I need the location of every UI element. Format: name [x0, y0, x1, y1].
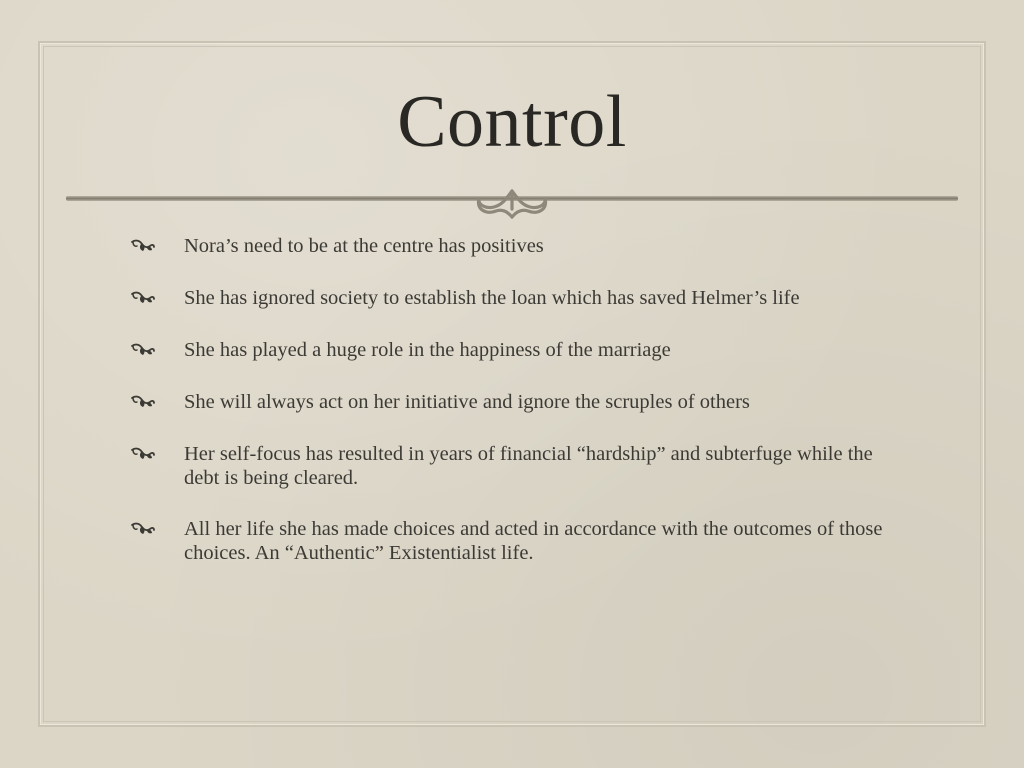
bullet-item	[130, 234, 900, 258]
bullet-text: She has played a huge role in the happiness of the marriage	[184, 339, 671, 361]
floral-heart-icon	[130, 340, 156, 360]
bullet-text: Her self-focus has resulted in years of financial “hardship” and subterfuge while the debt is being cleared.	[184, 443, 873, 489]
slide-title: Control	[397, 81, 627, 163]
bullet-list	[130, 234, 900, 565]
bullet-item	[130, 338, 900, 362]
bullet-item	[130, 286, 900, 310]
floral-heart-icon	[130, 444, 156, 464]
floral-heart-icon	[130, 236, 156, 256]
floral-heart-icon	[130, 288, 156, 308]
bullet-text: She will always act on her initiative and ignore the scruples of others	[184, 391, 750, 413]
bullet-text: She has ignored society to establish the loan which has saved Helmer’s life	[184, 287, 800, 309]
bullet-item	[130, 390, 900, 414]
scroll-ornament-icon	[478, 191, 545, 217]
floral-heart-icon	[130, 519, 156, 539]
bullet-item	[130, 517, 900, 565]
bullet-item	[130, 442, 900, 490]
bullet-text: All her life she has made choices and acted in accordance with the outcomes of those choices. An “Authentic” Existentialist life.	[184, 518, 883, 564]
title-divider	[66, 185, 958, 225]
bullet-text: Nora’s need to be at the centre has positives	[184, 235, 544, 257]
floral-heart-icon	[130, 392, 156, 412]
